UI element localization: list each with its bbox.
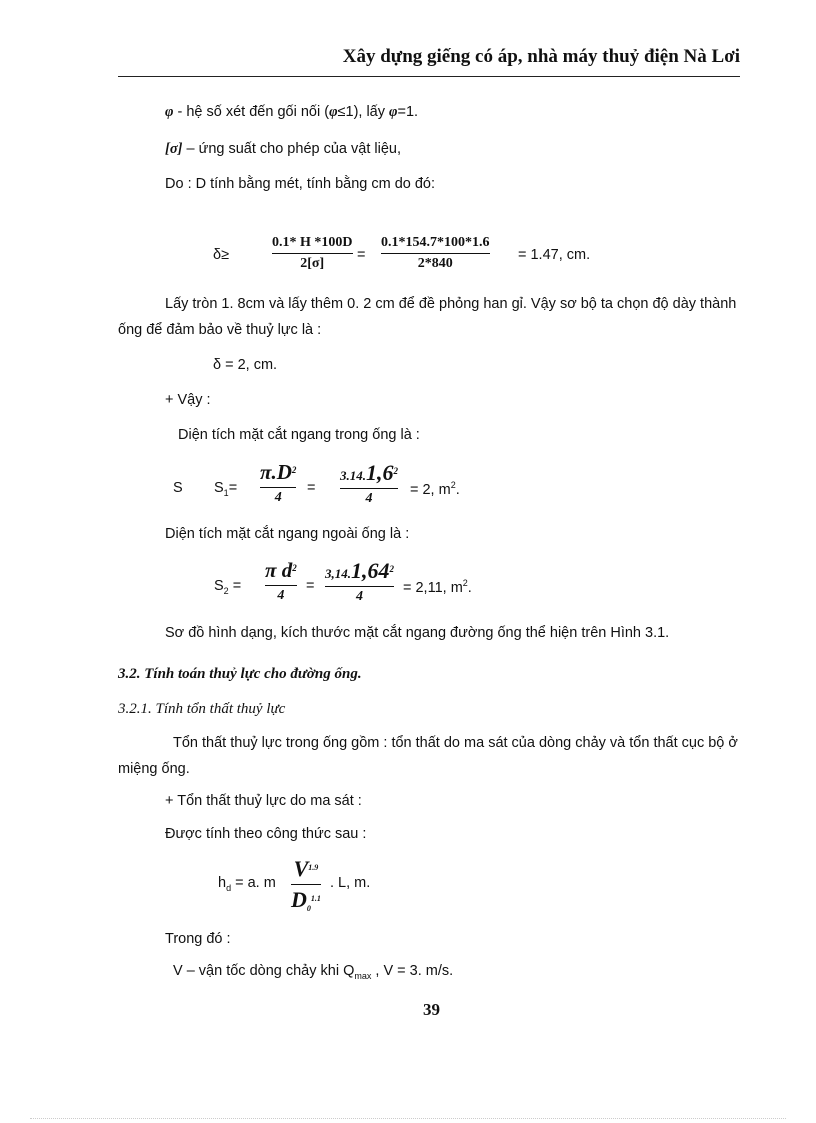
fraction-denominator: 2[σ]	[300, 256, 325, 271]
s2-lhs	[214, 578, 241, 596]
velocity-line	[173, 963, 453, 981]
s1-result-text: = 2, m	[410, 481, 451, 498]
phi-symbol: φ	[165, 104, 174, 120]
fraction-denominator: 4	[356, 589, 363, 604]
delta-lhs: δ≥	[213, 247, 230, 263]
header-divider	[118, 76, 740, 77]
hd-rest: = a. m	[231, 875, 276, 891]
delta-value: δ = 2, cm.	[213, 357, 278, 373]
sigma-definition	[165, 141, 401, 158]
s2-result-text: = 2,11, m	[403, 579, 463, 596]
numerator-sup: 2	[393, 466, 398, 477]
s2-equals: =	[228, 578, 242, 594]
s2-result	[403, 578, 472, 596]
numerator-text: π d	[265, 558, 293, 582]
denominator-sub: 0	[306, 903, 311, 913]
s2-intro: Diện tích mặt cắt ngang ngoài ống là :	[165, 526, 410, 542]
fraction-bar	[265, 585, 297, 586]
paragraph-thickness: Lấy tròn 1. 8cm và lấy thêm 0. 2 cm để đề phỏng han gỉ. Vậy sơ bộ ta chọn độ dày thành ống để đảm bảo về thuỷ lực là :	[118, 296, 737, 338]
denominator-sup: 1.1	[310, 894, 321, 904]
vay-line: + Vậy :	[165, 392, 211, 408]
fraction-denominator	[291, 887, 321, 913]
page-bottom-border	[30, 1118, 786, 1119]
s1-equals: =	[228, 480, 238, 496]
fraction-bar	[291, 884, 321, 885]
numerator-sup: 2	[291, 465, 297, 476]
phi-definition	[165, 104, 418, 121]
numerator-sup: 2	[389, 564, 394, 575]
delta-fraction-2	[381, 235, 490, 272]
page-header-title: Xây dựng giếng có áp, nhà máy thuỷ điện Nà Lơi	[342, 46, 740, 67]
section-heading-3-2: 3.2. Tính toán thuỷ lực cho đường ống.	[118, 666, 362, 682]
s1-equals-2: =	[307, 480, 316, 496]
s1-lhs	[214, 480, 237, 498]
s2-symbol: S	[214, 578, 224, 594]
numerator-text: V	[293, 856, 309, 881]
s2-fraction-1	[265, 558, 297, 604]
fraction-bar	[325, 586, 394, 587]
fraction-bar	[272, 253, 353, 254]
s1-result	[410, 480, 460, 498]
phi-symbol: φ	[329, 104, 338, 120]
hd-symbol: h	[218, 875, 227, 891]
friction-line: + Tổn thất thuỷ lực do ma sát :	[165, 793, 362, 809]
s-label: S	[173, 480, 183, 496]
s2-result-end: .	[467, 579, 472, 596]
fraction-bar	[381, 253, 490, 254]
hd-subscript: d	[226, 882, 232, 893]
s1-subscript: 1	[223, 487, 229, 498]
fraction-numerator: 0.1*154.7*100*1.6	[381, 235, 490, 250]
numerator-sup: 1.9	[308, 863, 319, 873]
numerator-sup: 2	[292, 563, 297, 574]
numerator-text-b: 1,6	[366, 460, 394, 485]
numerator-text-a: 3.14.	[340, 468, 366, 483]
fraction-numerator: 0.1* H *100D	[272, 235, 353, 250]
s2-result-sup: 2	[462, 578, 468, 588]
s1-symbol: S	[214, 480, 224, 496]
fraction-denominator: 4	[365, 491, 373, 506]
so-do-line: Sơ đồ hình dạng, kích thước mặt cắt ngang đường ống thể hiện trên Hình 3.1.	[165, 625, 670, 641]
sigma-symbol: [σ]	[165, 141, 183, 157]
velocity-text-b: , V = 3. m/s.	[371, 963, 454, 979]
fraction-bar	[260, 487, 296, 488]
s1-result-sup: 2	[450, 480, 456, 490]
fraction-denominator: 2*840	[417, 256, 453, 271]
s1-fraction-2	[340, 460, 398, 507]
velocity-text-a: V – vận tốc dòng chảy khi Q	[173, 963, 355, 979]
sigma-text: – ứng suất cho phép của vật liệu,	[182, 141, 401, 157]
s2-subscript: 2	[223, 585, 229, 596]
s1-result-end: .	[455, 481, 460, 498]
numerator-text-b: 1,64	[351, 558, 390, 583]
phi-text-3: =1.	[397, 104, 419, 120]
do-line: Do : D tính bằng mét, tính bằng cm do đó:	[165, 176, 436, 192]
phi-text-1: - hệ số xét đến gối nối (	[173, 104, 330, 120]
s1-fraction-1	[260, 460, 296, 506]
hd-rest-text: . L, m.	[330, 875, 371, 891]
hd-fraction	[291, 856, 321, 913]
phi-text-2: ≤1), lấy	[337, 104, 390, 120]
formula-intro: Được tính theo công thức sau :	[165, 826, 367, 842]
fraction-bar	[340, 488, 398, 489]
page-number: 39	[423, 1000, 440, 1019]
paragraph-losses: Tổn thất thuỷ lực trong ống gồm : tổn thất do ma sát của dòng chảy và tổn thất cục bộ ở miệng ống.	[118, 735, 738, 777]
trong-do: Trong đó :	[165, 931, 231, 947]
numerator-text-a: 3,14.	[325, 566, 351, 581]
delta-result: = 1.47, cm.	[518, 247, 591, 263]
delta-fraction-1	[272, 235, 353, 272]
numerator-text: π.D	[260, 460, 292, 484]
fraction-denominator: 4	[277, 588, 285, 603]
s2-fraction-2	[325, 558, 394, 605]
s2-equals-2: =	[306, 578, 315, 594]
phi-symbol: φ	[389, 104, 398, 120]
fraction-numerator	[265, 558, 297, 583]
hd-lhs	[218, 875, 276, 893]
fraction-denominator: 4	[274, 490, 282, 505]
s1-intro: Diện tích mặt cắt ngang trong ống là :	[178, 427, 420, 443]
fraction-numerator	[340, 460, 398, 486]
section-heading-3-2-1: 3.2.1. Tính tổn thất thuỷ lực	[118, 701, 286, 717]
fraction-numerator	[294, 856, 319, 882]
fraction-numerator	[325, 558, 394, 584]
qmax-subscript: max	[354, 970, 372, 981]
delta-equals: =	[357, 247, 366, 263]
denominator-text: D	[291, 887, 307, 912]
fraction-numerator	[260, 460, 296, 485]
